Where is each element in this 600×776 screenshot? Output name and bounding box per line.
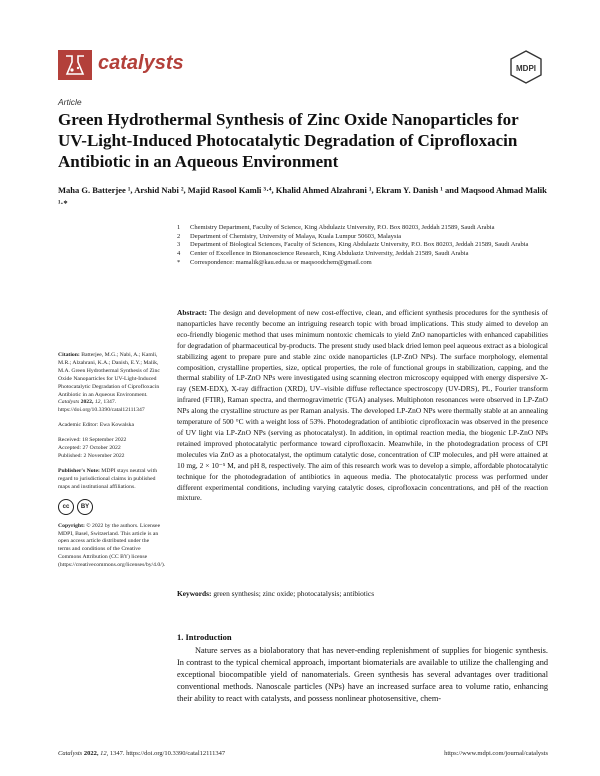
affiliation-item xyxy=(177,241,547,250)
article-type: Article xyxy=(58,97,82,107)
footer-citation xyxy=(58,750,225,757)
affiliation-text: Chemistry Department, Faculty of Science, King Abdulaziz University, P.O. Box 80203, Jeddah 21589, Saudi Arabia xyxy=(190,224,495,231)
citation-doi[interactable]: 1347. https://doi.org/10.3390/catal12111347 xyxy=(58,399,145,414)
publisher-note xyxy=(58,468,162,492)
affiliation-item xyxy=(177,250,547,259)
mdpi-logo-icon xyxy=(509,50,543,84)
abstract-text: The design and development of new cost-effective, clean, and efficient synthesis procedures for the synthesis of nanoparticles have recently become an intriguing research topic with broad implications. This study aimed to develop an eco-friendly biogenic method that uses minimum nontoxic chemicals to yield ZnO nanoparticles with enhanced capabilities for degradation of pharmaceutical by-products. The present study used black dried lemon peel aqueous extract as a biological stabilizing agent to prepare pure and stable zinc oxide nanoparticles (LP-ZnO NPs). The surface morphology, elemental composition, crystalline properties, size, optical properties, the role of functional groups in stabilization, capping, and the thermal stability of LP-ZnO NPs were investigated using scanning electron microscopy equipped with energy dispersive X-ray (SEM-EDX), X-ray diffraction (XRD), UV–visible diffuse reflectance spectroscopy (UV-DRS), PL, Fourier transform infrared (FTIR), Raman spectra, and thermogravimetric (TGA) analyses. Multiphoton resonances were observed in LP-ZnO NPs along the crystalline structure as per Raman analysis. The developed LP-ZnO NPs were thermally stable at an annealing temperature of 500 °C with a weight loss of 53%. Photodegradation of antibiotic ciprofloxacin was observed in the presence of UV light via LP-ZnO NPs (serving as photocatalyst). In addition, in optimal reaction media, the biogenic LP-ZnO NPs retained improved photocatalytic performance toward ciprofloxacin. Meanwhile, in the photodegradation process of CPI molecules via ZnO as a photocatalyst, the optimum catalytic dose, concentration of CIP molecules, and pH were attained at 10 mg, 2 × 10⁻⁵ M, and pH 8, respectively. The aim of this research work was to develop a simple, affordable photocatalytic technique for the photodegradation of antibiotics in aqueous media. The photocatalytic process was performed under different experimental conditions, including varying catalytic doses, ciprofloxacin concentrations, and pH of the reaction mixture. xyxy=(177,308,548,503)
abstract-label: Abstract: xyxy=(177,308,207,317)
citation-volume: 12, xyxy=(94,399,102,406)
section-heading: 1. Introduction xyxy=(177,632,232,642)
keywords-text: green synthesis; zinc oxide; photocatalysis; antibiotics xyxy=(213,589,375,598)
affiliations xyxy=(177,224,547,268)
received-date: Received: 18 September 2022 xyxy=(58,437,127,444)
paper-title: Green Hydrothermal Synthesis of Zinc Oxide Nanoparticles for UV-Light-Induced Photocatalytic Degradation of Ciprofloxacin Antibiotic in an Aqueous Environment xyxy=(58,110,519,171)
introduction-text: Nature serves as a biolaboratory that has never-ending replenishment of supplies for biogenic synthesis. In contrast to the typical chemical approach, important biomaterials are available to utilize the challenging and exceptional biocompatible yield of nanomaterials. Green synthesis has several advantages over traditional conventional methods. Nanoscale particles (NPs) have an increased surface area to volume ratio, enhancing their ability to react with catalysts, and possess nonlinear photosensitive, chem- xyxy=(177,646,548,703)
copyright-text: © 2022 by the authors. Licensee MDPI, Basel, Switzerland. This article is an open access article distributed under the terms and conditions of the Creative Commons Attribution (CC BY) license (https://creativecommons.org/licenses/by/4.0/). xyxy=(58,522,166,569)
journal-logo-icon xyxy=(58,50,92,80)
citation-text: Batterjee, M.G.; Nabi, A.; Kamli, M.R.; Alzahrani, K.A.; Danish, E.Y.; Malik, M.A. Green Hydrothermal Synthesis of Zinc Oxide Nanoparticles for UV-Light-Induced Photocatalytic Degradation of Ciprofloxacin Antibiotic in an Aqueous Environment. xyxy=(58,352,160,398)
accepted-date: Accepted: 27 October 2022 xyxy=(58,445,121,452)
footer-journal: Catalysts xyxy=(58,750,83,757)
correspondence-text: Correspondence: mamalik@kau.edu.sa or maqsoodchem@gmail.com xyxy=(190,258,372,266)
citation xyxy=(58,352,162,415)
publisher-note-text: MDPI stays neutral with regard to jurisdictional claims in published maps and institutional affiliations. xyxy=(58,467,158,490)
affiliation-text: Department of Chemistry, University of Malaya, Kuala Lumpur 50603, Malaysia xyxy=(190,232,402,240)
affiliation-item xyxy=(177,233,547,242)
cc-icon: cc xyxy=(58,499,74,515)
citation-year: 2022, xyxy=(80,399,94,406)
keywords-label: Keywords: xyxy=(177,589,212,598)
citation-label: Citation: xyxy=(58,352,80,358)
author-list: Maha G. Batterjee ¹, Arshid Nabi ², Majid Rasool Kamli ³·⁴, Khalid Ahmed Alzahrani ¹, Ekram Y. Danish ¹ and Maqsood Ahmad Malik ¹·* xyxy=(58,185,547,208)
affiliation-text: Center of Excellence in Bionanoscience Research, King Abdulaziz University, Jeddah 21589, Saudi Arabia xyxy=(190,250,469,258)
footer-year: 2022, xyxy=(83,750,99,757)
affiliation-number: 1 xyxy=(177,224,181,231)
academic-editor: Academic Editor: Ewa Kowalska xyxy=(58,422,134,429)
correspondence xyxy=(177,259,547,268)
sidebar xyxy=(58,352,166,577)
affiliation-number: 3 xyxy=(177,241,181,249)
journal-name: catalysts xyxy=(98,52,184,74)
published-date: Published: 2 November 2022 xyxy=(58,452,125,459)
copyright xyxy=(58,522,166,570)
citation-journal: Catalysts xyxy=(58,399,80,406)
affiliation-item xyxy=(177,224,547,233)
affiliation-number: 4 xyxy=(177,250,181,258)
footer-url[interactable]: https://www.mdpi.com/journal/catalysts xyxy=(444,750,548,757)
footer-doi[interactable]: 1347. https://doi.org/10.3390/catal12111347 xyxy=(109,750,226,757)
keywords xyxy=(177,589,548,600)
by-icon: BY xyxy=(77,499,93,515)
affiliation-number: 2 xyxy=(177,232,181,240)
publisher-note-label: Publisher's Note: xyxy=(58,467,100,474)
cc-license-badge[interactable] xyxy=(58,499,162,515)
abstract xyxy=(177,308,548,504)
affiliation-text: Department of Biological Sciences, Faculty of Sciences, King Abdulaziz University, P.O. Box 80203, Jeddah 21589, Saudi Arabia xyxy=(190,241,529,249)
affiliation-number: * xyxy=(177,258,181,266)
copyright-label: Copyright: xyxy=(58,522,85,529)
footer-volume: 12, xyxy=(100,750,109,757)
publisher-label: MDPI xyxy=(516,64,536,73)
